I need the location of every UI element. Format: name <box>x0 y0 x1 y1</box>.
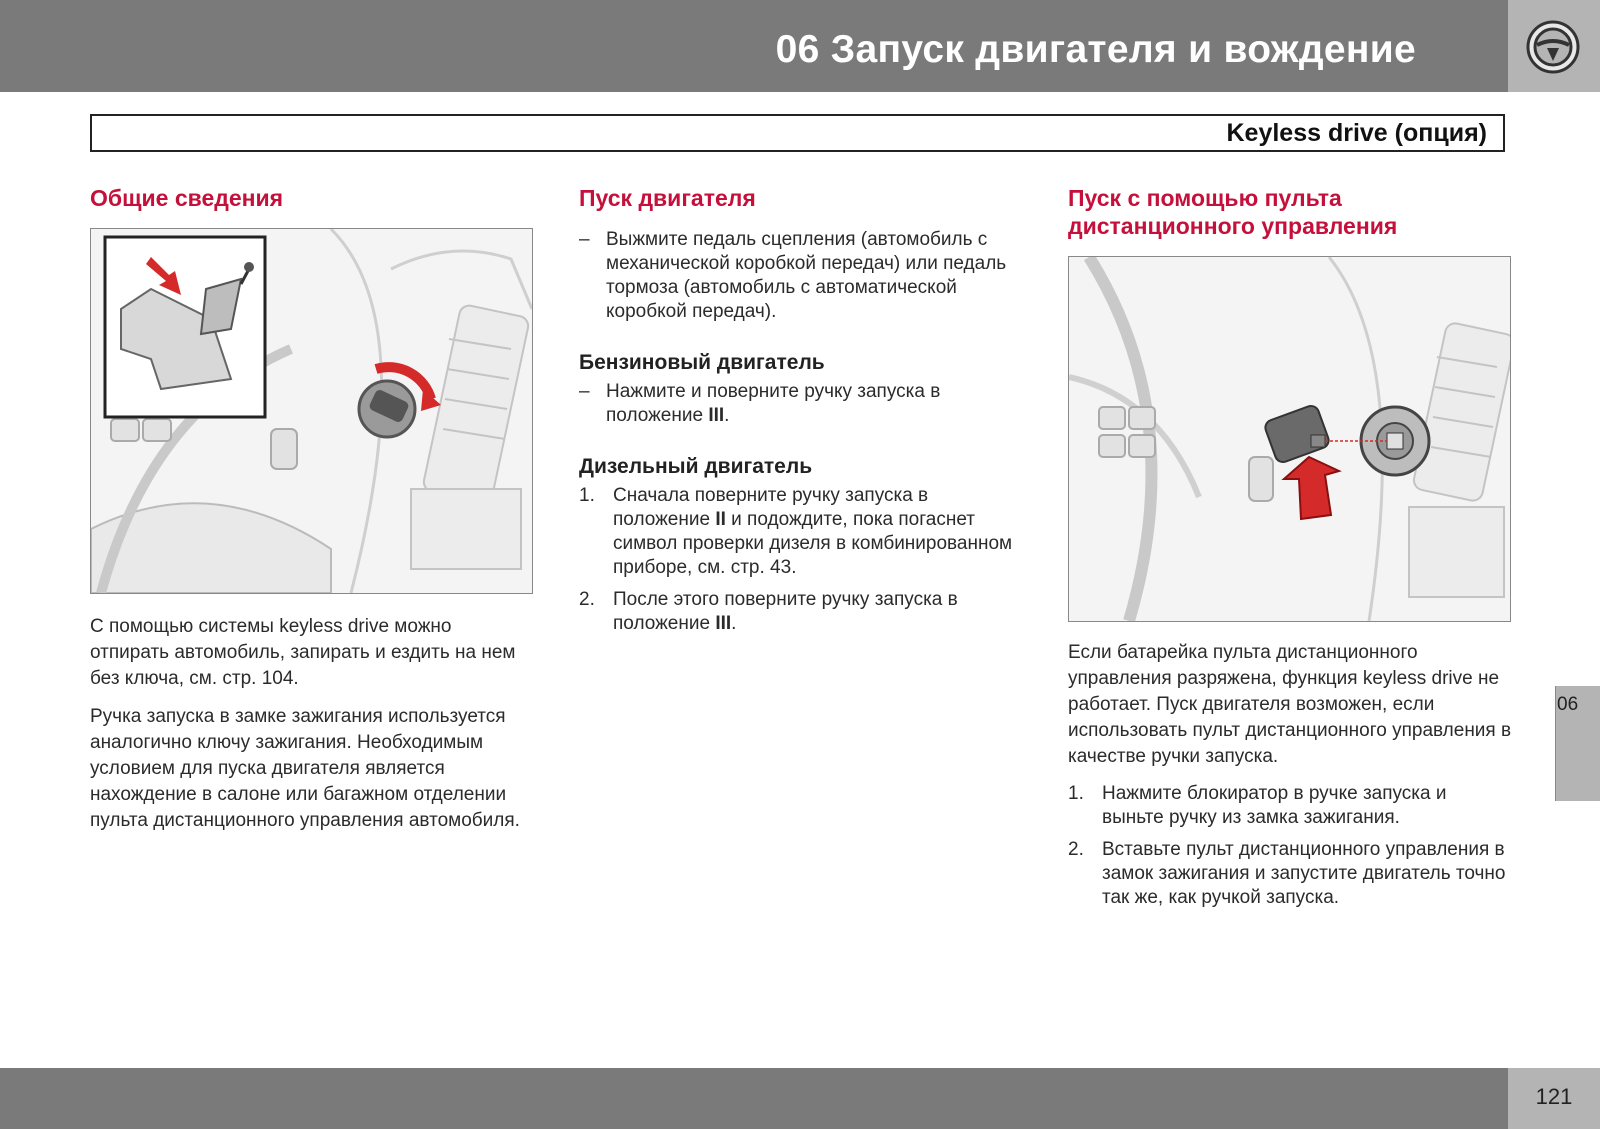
page-number-label: 121 <box>1535 1084 1573 1109</box>
list-item <box>1068 782 1513 830</box>
list-item <box>579 484 1019 580</box>
column-general-info <box>90 184 535 846</box>
figure-ignition-knob <box>90 228 533 594</box>
chapter-title: 06 Запуск двигателя и вождение <box>775 28 1416 71</box>
steering-wheel-icon <box>1525 19 1581 75</box>
list-item <box>1068 838 1513 910</box>
footer-bar <box>0 1068 1508 1129</box>
column-engine-start <box>579 184 1019 644</box>
step-number: 2. <box>1068 839 1084 860</box>
position-iii: III <box>708 405 725 426</box>
general-info-paragraph-2: Ручка запуска в замке зажигания используется аналогично ключу зажигания. Необходимым условием для пуска двигателя является нахождение в салоне или багажном отделении пульта дистанционного управления автомобиля. <box>90 706 520 831</box>
section-box <box>90 114 1505 152</box>
diesel-step1-text-b: и подождите, пока погаснет символ проверки дизеля в комбинированном приборе, см. стр. 43. <box>613 509 1013 578</box>
punctuation: . <box>731 613 737 634</box>
position-ii: II <box>715 509 726 530</box>
header-bar <box>0 0 1508 92</box>
diesel-steps <box>579 484 1019 636</box>
list-item <box>579 588 1019 636</box>
remote-step1-text: Нажмите блокиратор в ручке запуска и выньте ручку из замка зажигания. <box>1102 783 1447 828</box>
heading-general-info: Общие сведения <box>90 185 284 211</box>
remote-step2-text: Вставьте пульт дистанционного управления в замок зажигания и запустите двигатель точно так же, как ручкой запуска. <box>1102 839 1506 908</box>
heading-diesel-engine: Дизельный двигатель <box>579 455 813 478</box>
general-info-paragraph-1: С помощью системы keyless drive можно отпирать автомобиль, запирать и ездить на нем без ключа, см. стр. 104. <box>90 616 516 689</box>
remote-start-paragraph: Если батарейка пульта дистанционного управления разряжена, функция keyless drive не работает. Пуск двигателя возможен, если использовать пульт дистанционного управления в качестве ручки запуска. <box>1068 642 1512 767</box>
logo-box <box>1508 0 1600 92</box>
remote-steps <box>1068 782 1513 910</box>
heading-remote-start: Пуск с помощью пульта дистанционного управления <box>1068 185 1398 239</box>
page-number <box>1508 1068 1600 1129</box>
chapter-side-tab <box>1555 686 1600 801</box>
diesel-step2-text-a: После этого поверните ручку запуска в положение <box>613 589 958 634</box>
step-number: 2. <box>579 589 595 610</box>
heading-petrol-engine: Бензиновый двигатель <box>579 351 825 374</box>
engine-start-list <box>579 228 1019 324</box>
step-number: 1. <box>579 485 595 506</box>
list-item: – Выжмите педаль сцепления (автомобиль с механической коробкой передач) или педаль тормоза (автомобиль с автоматической коробкой передач). <box>579 228 1019 324</box>
column-remote-start <box>1068 184 1513 918</box>
figure-remote-insert <box>1068 256 1511 622</box>
heading-engine-start: Пуск двигателя <box>579 185 756 211</box>
position-iii: III <box>715 613 732 634</box>
diesel-step1-text-a: Сначала поверните ручку запуска в положение <box>613 485 929 530</box>
section-title: Keyless drive (опция) <box>1226 119 1487 147</box>
petrol-list <box>579 380 1019 428</box>
side-tab-label: 06 <box>1557 694 1579 715</box>
step-number: 1. <box>1068 783 1084 804</box>
punctuation: . <box>724 405 730 426</box>
petrol-item-text: Нажмите и поверните ручку запуска в положение <box>606 381 941 426</box>
list-item <box>579 380 1019 428</box>
